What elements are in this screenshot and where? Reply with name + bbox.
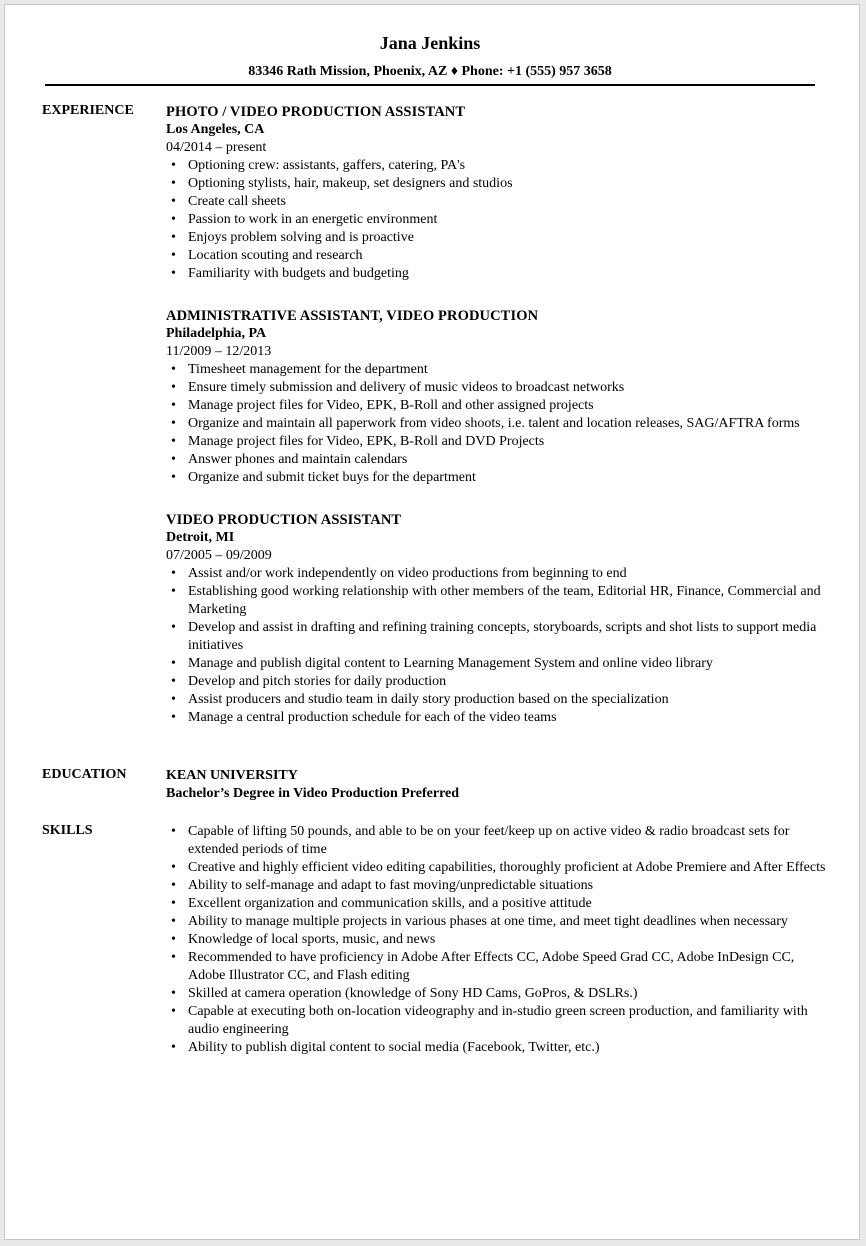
job-title: ADMINISTRATIVE ASSISTANT, VIDEO PRODUCTION xyxy=(166,308,539,324)
bullet-item: • Create call sheets xyxy=(188,193,826,211)
skills-section xyxy=(166,823,826,1057)
bullet-item: • Answer phones and maintain calendars xyxy=(188,451,826,469)
bullet-item: • Passion to work in an energetic environment xyxy=(188,211,826,229)
bullet-item: • Manage and publish digital content to Learning Management System and online video library xyxy=(188,655,826,673)
school-name: KEAN UNIVERSITY xyxy=(166,768,298,783)
candidate-name: Jana Jenkins xyxy=(379,33,481,53)
job-dates: 04/2014 – present xyxy=(166,140,267,155)
bullet-item: • Develop and assist in drafting and refining training concepts, storyboards, scripts and shot lists to support media initiatives xyxy=(188,619,826,655)
skill-item: • Skilled at camera operation (knowledge of Sony HD Cams, GoPros, & DSLRs.) xyxy=(188,985,826,1003)
skill-item: • Excellent organization and communication skills, and a positive attitude xyxy=(188,895,826,913)
skill-item: • Capable of lifting 50 pounds, and able to be on your feet/keep up on active video & radio broadcast sets for extended periods of time xyxy=(188,823,826,859)
job-title: PHOTO / VIDEO PRODUCTION ASSISTANT xyxy=(166,104,466,120)
bullet-item: • Organize and maintain all paperwork from video shoots, i.e. talent and location releases, SAG/AFTRA forms xyxy=(188,415,826,433)
skill-item: • Ability to manage multiple projects in various phases at one time, and meet tight deadlines when necessary xyxy=(188,913,826,931)
header-divider xyxy=(45,84,815,86)
bullet-item: • Enjoys problem solving and is proactive xyxy=(188,229,826,247)
bullet-item: • Familiarity with budgets and budgeting xyxy=(188,265,826,283)
job-dates: 07/2005 – 09/2009 xyxy=(166,548,272,563)
job-bullets xyxy=(166,157,826,283)
job-title: VIDEO PRODUCTION ASSISTANT xyxy=(166,512,402,528)
bullet-item: • Establishing good working relationship with other members of the team, Editorial HR, Finance, Commercial and Marketing xyxy=(188,583,826,619)
job-bullets xyxy=(166,565,826,727)
job-dates: 11/2009 – 12/2013 xyxy=(166,344,272,359)
bullet-item: • Manage project files for Video, EPK, B-Roll and DVD Projects xyxy=(188,433,826,451)
bullet-item: • Optioning stylists, hair, makeup, set designers and studios xyxy=(188,175,826,193)
bullet-item: • Ensure timely submission and delivery of music videos to broadcast networks xyxy=(188,379,826,397)
job-entry xyxy=(166,511,826,727)
bullet-item: • Timesheet management for the department xyxy=(188,361,826,379)
education-heading: EDUCATION xyxy=(42,767,127,782)
experience-section xyxy=(166,103,826,751)
experience-heading: EXPERIENCE xyxy=(42,103,134,118)
skill-item: • Recommended to have proficiency in Adobe After Effects CC, Adobe Speed Grad CC, Adobe InDesign CC, Adobe Illustrator CC, and Flash editing xyxy=(188,949,826,985)
skill-item: • Ability to publish digital content to social media (Facebook, Twitter, etc.) xyxy=(188,1039,826,1057)
job-entry xyxy=(166,307,826,487)
bullet-item: • Location scouting and research xyxy=(188,247,826,265)
resume-header xyxy=(45,32,815,81)
bullet-item: • Organize and submit ticket buys for the department xyxy=(188,469,826,487)
skill-item: • Capable at executing both on-location videography and in-studio green screen production, and familiarity with audio engineering xyxy=(188,1003,826,1039)
skill-item: • Ability to self-manage and adapt to fast moving/unpredictable situations xyxy=(188,877,826,895)
bullet-item: • Optioning crew: assistants, gaffers, catering, PA's xyxy=(188,157,826,175)
skill-item: • Creative and highly efficient video editing capabilities, thoroughly proficient at Adobe Premiere and After Effects xyxy=(188,859,826,877)
skills-heading: SKILLS xyxy=(42,823,93,838)
job-location: Philadelphia, PA xyxy=(166,326,267,341)
contact-line: 83346 Rath Mission, Phoenix, AZ ♦ Phone: +1 (555) 957 3658 xyxy=(248,64,612,79)
degree: Bachelor’s Degree in Video Production Preferred xyxy=(166,786,460,801)
job-location: Detroit, MI xyxy=(166,530,235,545)
job-location: Los Angeles, CA xyxy=(166,122,265,137)
skills-list xyxy=(166,823,826,1057)
bullet-item: • Manage a central production schedule for each of the video teams xyxy=(188,709,826,727)
job-entry xyxy=(166,103,826,283)
skill-item: • Knowledge of local sports, music, and news xyxy=(188,931,826,949)
bullet-item: • Assist producers and studio team in daily story production based on the specialization xyxy=(188,691,826,709)
resume-page xyxy=(4,4,860,1240)
job-bullets xyxy=(166,361,826,487)
bullet-item: • Manage project files for Video, EPK, B-Roll and other assigned projects xyxy=(188,397,826,415)
bullet-item: • Develop and pitch stories for daily production xyxy=(188,673,826,691)
bullet-item: • Assist and/or work independently on video productions from beginning to end xyxy=(188,565,826,583)
education-section xyxy=(166,767,826,803)
